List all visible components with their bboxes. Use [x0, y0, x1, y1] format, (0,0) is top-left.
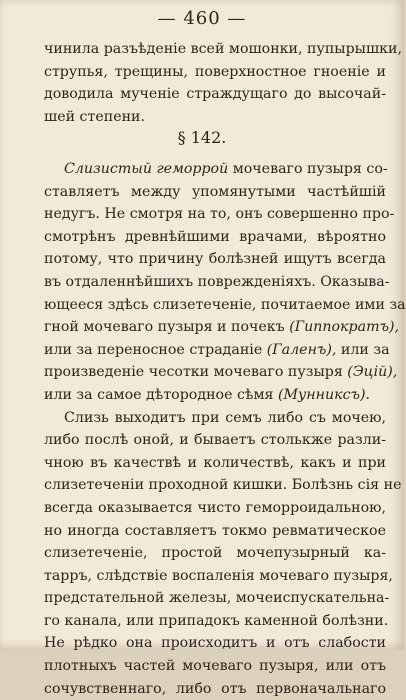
text-line — [44, 339, 390, 362]
text-line: всегда оказывается чисто геморроидальною, — [44, 499, 386, 516]
italic-citation: (Галенъ), — [266, 341, 337, 358]
text-line: Слизь выходитъ при семъ либо съ мочею, — [64, 409, 386, 426]
text-fragment: или за самое дѣтородное сѣмя — [44, 386, 278, 403]
text-line: смотрѣнъ древнѣйшими врачами, вѣроятно — [44, 228, 386, 245]
text-line: но иногда составляетъ токмо ревматическое — [44, 522, 386, 539]
text-line: плотныхъ частей мочеваго пузыря, или отъ — [44, 658, 386, 675]
text-line: го канала, или припадокъ каменной болѣзни. — [44, 612, 389, 629]
text-line: слизетеченіи проходной кишки. Болѣзнь сія не — [44, 477, 402, 494]
main-paragraph — [44, 158, 406, 700]
text-line: чною въ качествѣ и количествѣ, какъ и при — [44, 454, 386, 471]
text-line — [44, 361, 398, 384]
text-line: слизетеченіе, простой мочепузырный ка- — [44, 545, 386, 562]
top-paragraph — [44, 38, 402, 128]
text-line: либо послѣ оной, и бываетъ столькже разли- — [44, 432, 386, 449]
text-fragment: произведеніе чесотки мочеваго пузыря — [44, 364, 348, 381]
text-line: въ отдаленнѣйшихъ поврежденіяхъ. Оказыва- — [44, 273, 390, 290]
text-line — [44, 158, 386, 181]
text-line: ющееся здѣсь слизетеченіе, почитаемое ими за — [44, 296, 406, 313]
text-line: предстательной железы, мочеиспускательна- — [44, 590, 390, 607]
text-line — [44, 316, 400, 339]
italic-citation: (Мунниксъ). — [277, 386, 371, 403]
italic-term: Слизистый геморрой — [64, 161, 229, 177]
page-number: — 460 — — [157, 8, 247, 29]
text-line: потому, что причину болѣзней ищутъ всегда — [44, 251, 386, 268]
text-line: чинила разъѣденіе всей мошонки, пупырышки, — [44, 41, 402, 57]
text-line: недугъ. Не смотря на то, онъ совершенно про- — [44, 206, 395, 223]
text-fragment: гной мочеваго пузыря и почекъ — [44, 319, 290, 336]
text-line: сочувственнаго, либо отъ первоначальнаго — [44, 680, 386, 697]
italic-citation: (Эцій), — [347, 364, 398, 381]
text-line — [44, 384, 386, 407]
text-line: струпья, трещины, поверхностное гноеніе и — [44, 63, 386, 80]
text-fragment: или за — [336, 341, 390, 358]
text-fragment: или за переносное страданіе — [44, 341, 267, 358]
text-line: тарръ, слѣдствіе воспаленія мочеваго пузыря, — [44, 567, 393, 584]
text-line: шей степени. — [44, 108, 146, 125]
italic-citation: (Гиппократъ), — [289, 319, 400, 336]
text-line: ставляетъ между упомянутыми частѣйшій — [44, 183, 386, 200]
text-line: Не рѣдко она происходитъ и отъ слабости — [44, 635, 386, 652]
text-line: доводила мученіе страждущаго до высочай- — [44, 86, 386, 103]
text-fragment: мочеваго пузыря со- — [228, 161, 388, 177]
section-heading: § 142. — [177, 128, 227, 147]
